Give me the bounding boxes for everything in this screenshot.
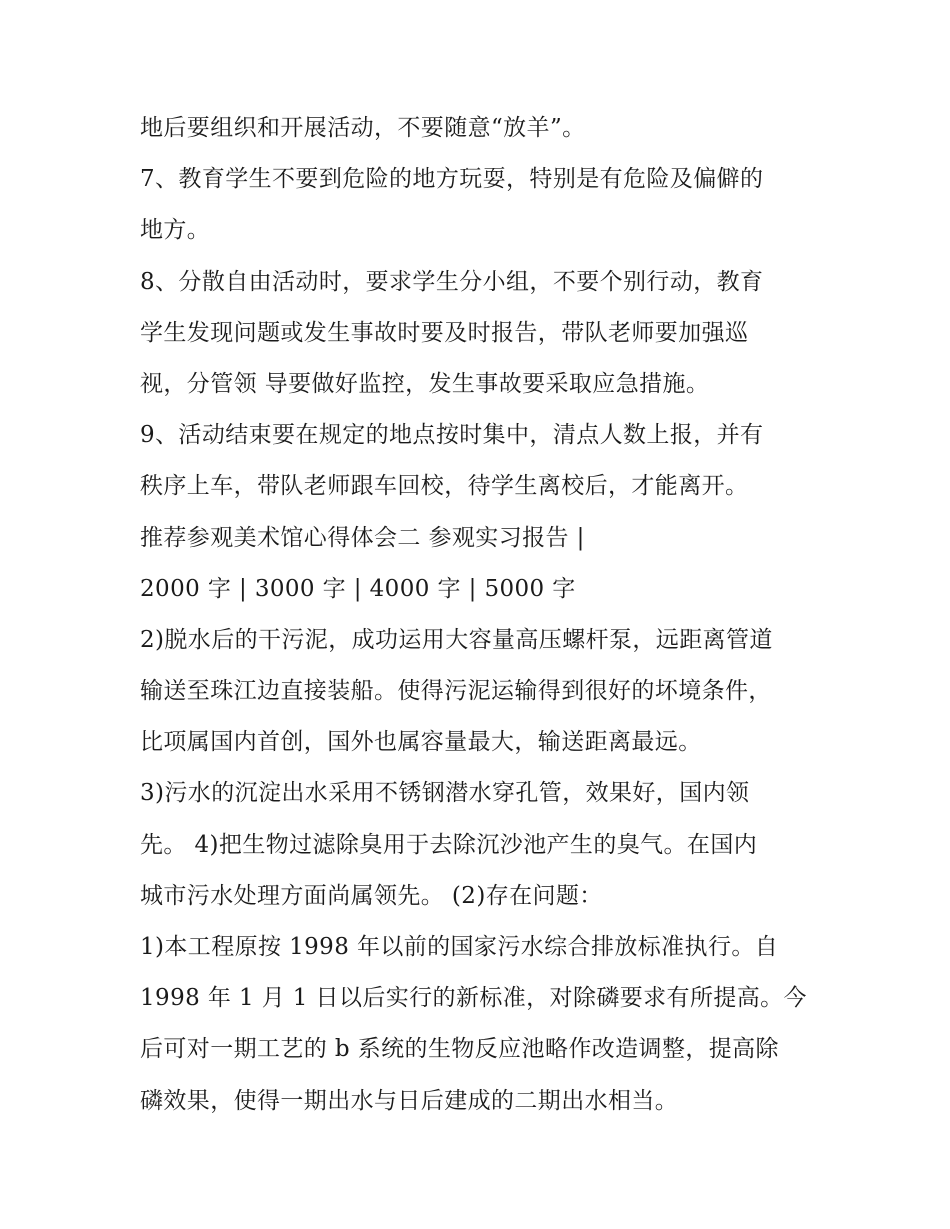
text-line: 9、活动结束要在规定的地点按时集中，清点人数上报，并有 <box>140 422 764 449</box>
text-line: 视，分管领 导要做好监控，发生事故要采取应急措施。 <box>140 370 710 397</box>
text-line: 1998 年 1 月 1 日以后实行的新标准，对除磷要求有所提高。今 <box>140 985 807 1012</box>
text-line: 先。 4)把生物过滤除臭用于去除沉沙池产生的臭气。在国内 <box>140 831 758 858</box>
text-line: 磷效果，使得一期出水与日后建成的二期出水相当。 <box>140 1087 679 1114</box>
text-line: 地方。 <box>140 217 211 244</box>
text-line: 城市污水处理方面尚属领先。 (2)存在问题： <box>140 882 603 909</box>
text-line: 推荐参观美术馆心得体会二 参观实习报告 | <box>140 524 585 551</box>
text-line: 8、分散自由活动时，要求学生分小组，不要个别行动，教育 <box>140 268 764 295</box>
text-line: 地后要组织和开展活动，不要随意“放羊”。 <box>140 115 586 141</box>
text-line: 比项属国内首创，国外也属容量最大，输送距离最远。 <box>140 729 702 756</box>
text-line: 1)本工程原按 1998 年以前的国家污水综合排放标准执行。自 <box>140 934 779 960</box>
document-body <box>140 103 820 1127</box>
text-line: 7、教育学生不要到危险的地方玩耍，特别是有危险及偏僻的 <box>140 166 764 193</box>
text-line: 学生发现问题或发生事故时要及时报告，带队老师要加强巡 <box>140 319 749 346</box>
text-line: 2000 字 | 3000 字 | 4000 字 | 5000 字 <box>140 575 576 602</box>
text-line: 3)污水的沉淀出水采用不锈钢潜水穿孔管，效果好，国内领 <box>140 780 750 807</box>
text-line: 2)脱水后的干污泥，成功运用大容量高压螺杆泵，远距离管道 <box>140 626 773 653</box>
text-line: 秩序上车，带队老师跟车回校，待学生离校后，才能离开。 <box>140 473 749 500</box>
text-line: 后可对一期工艺的 b 系统的生物反应池略作改造调整，提高除 <box>140 1036 779 1063</box>
text-line: 输送至珠江边直接装船。使得污泥运输得到很好的坏境条件， <box>140 678 772 705</box>
